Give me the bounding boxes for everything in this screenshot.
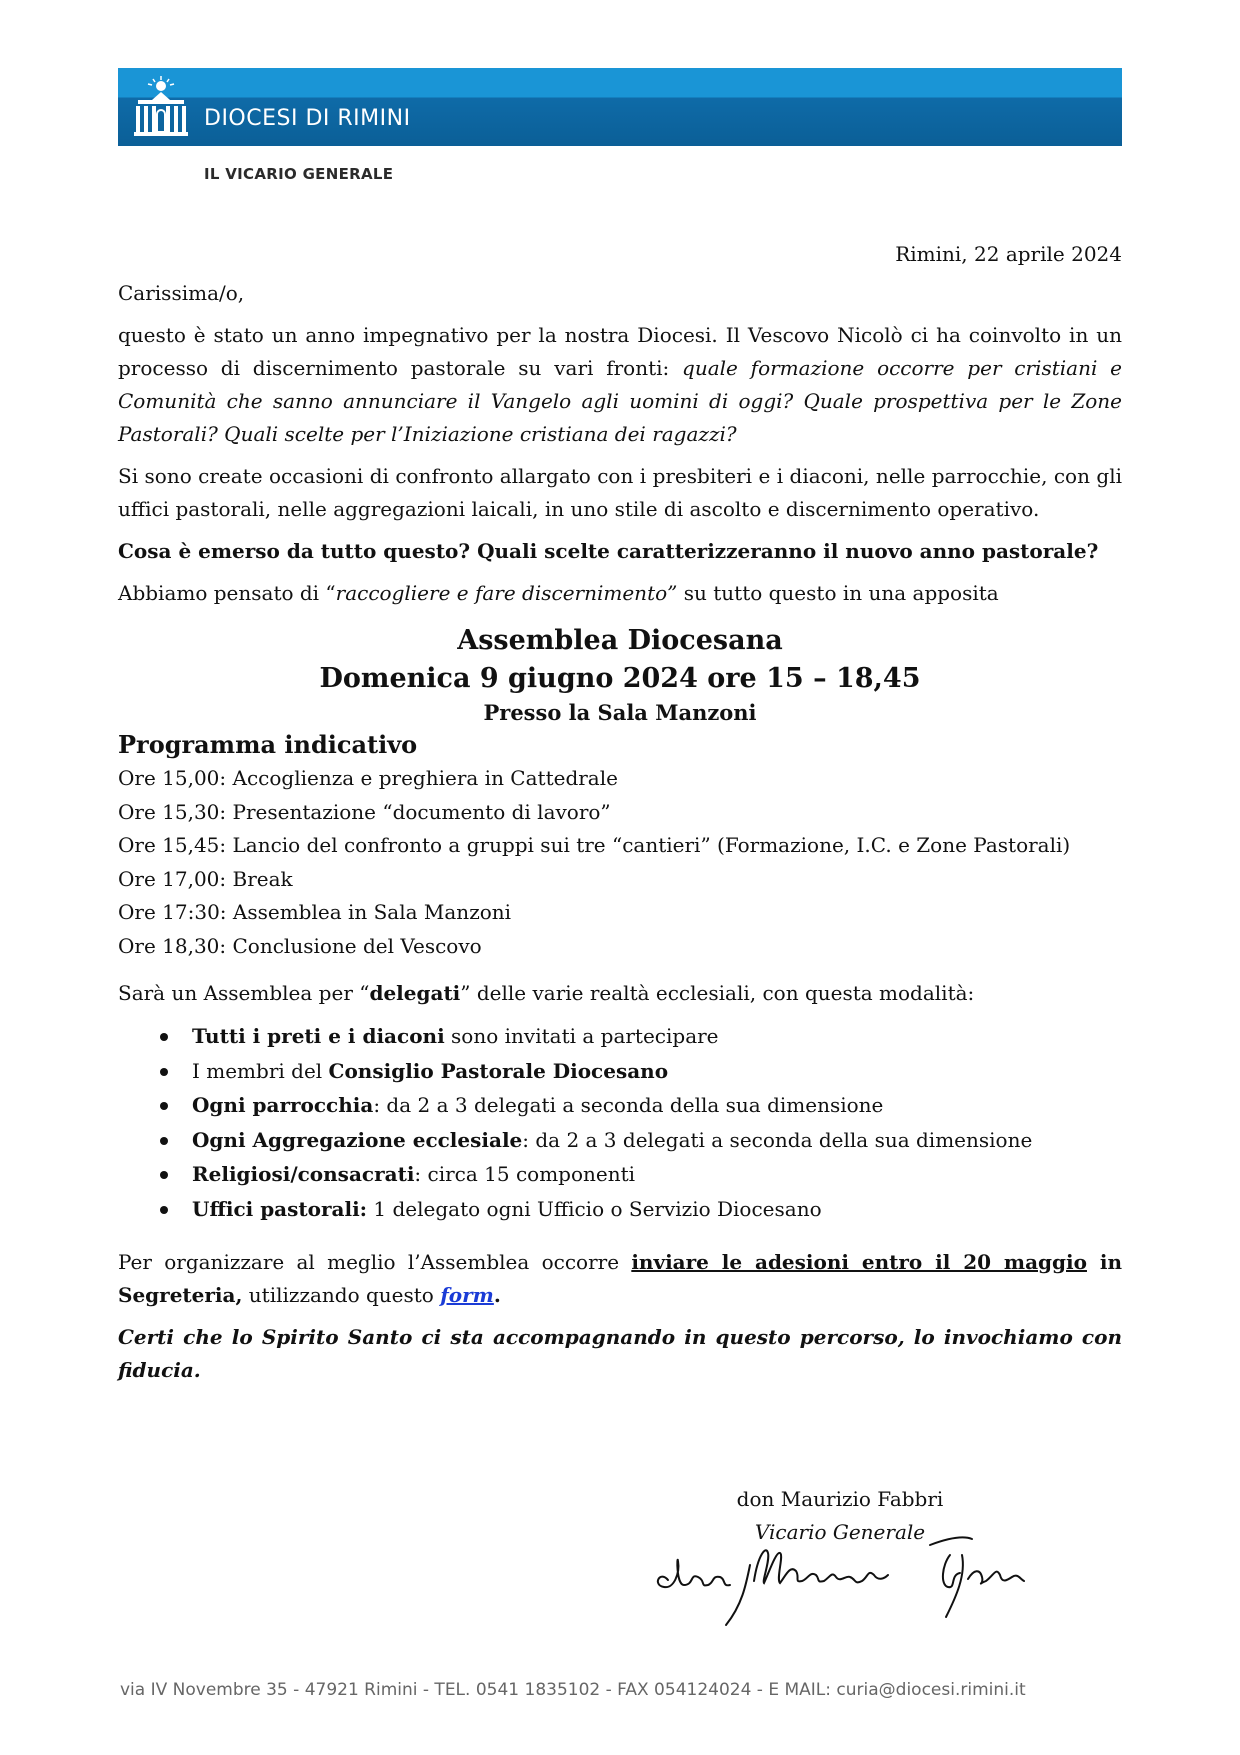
delegate-item-bold: Ogni Aggregazione ecclesiale (192, 1127, 523, 1152)
delegate-item-bold: Religiosi/consacrati (192, 1162, 415, 1186)
form-link[interactable]: form (440, 1283, 494, 1307)
delegate-item-after: : da 2 a 3 delegati a seconda della sua dimensione (522, 1127, 1033, 1152)
announce-text-a: Abbiamo pensato di “ (118, 581, 336, 605)
registration-text-c: utilizzando questo (242, 1283, 441, 1307)
announce-text-c: su tutto questo in una apposita (677, 581, 999, 605)
delegate-item (118, 1054, 1122, 1089)
delegates-intro (118, 977, 1122, 1010)
cathedral-logo-icon (132, 76, 190, 140)
paragraph-intro (118, 319, 1122, 451)
program-item: Ore 15,30: Presentazione “documento di lavoro” (118, 799, 611, 824)
letter-body (118, 238, 1122, 1396)
paragraph-consultation: Si sono create occasioni di confronto allargato con i presbiteri e i diaconi, nelle parrocchie, con gli uffici pastorali, nelle aggregazioni laicali, in uno stile di ascolto e discernimento operativo. (118, 464, 1122, 521)
delegates-intro-bold: delegati (369, 981, 461, 1005)
letter-date: Rimini, 22 aprile 2024 (895, 242, 1122, 266)
delegate-item-after: 1 delegato ogni Ufficio o Servizio Diocesano (367, 1196, 822, 1221)
assembly-place: Presso la Sala Manzoni (483, 700, 757, 725)
program-item: Ore 17,00: Break (118, 866, 293, 891)
delegate-item (118, 1157, 1122, 1192)
delegate-item-bold: Tutti i preti e i diaconi (192, 1024, 445, 1048)
letterhead-band (118, 68, 1122, 146)
delegate-item (118, 1192, 1122, 1227)
registration-text-a: Per organizzare al meglio l’Assemblea occorre (118, 1250, 632, 1274)
delegate-item-after: : da 2 a 3 delegati a seconda della sua dimensione (373, 1093, 884, 1117)
delegate-item (118, 1019, 1122, 1054)
registration-paragraph (118, 1246, 1122, 1312)
delegate-item-bold: Uffici pastorali: (192, 1196, 368, 1221)
signer-name: don Maurizio Fabbri (736, 1487, 944, 1511)
program-title: Programma indicativo (118, 730, 418, 759)
paragraph-intro-questions: quale formazione occorre per cristiani e Comunità che sanno annunciare il Vangelo agli uomini di oggi? Quale prospettiva per le Zone Pastorali? Quali scelte per l’Iniziazione cristiana dei ragazzi? (118, 356, 1122, 446)
handwritten-signature (650, 1525, 1040, 1635)
registration-office: in Segreteria, (118, 1250, 1122, 1307)
delegates-list (118, 1019, 1122, 1226)
delegate-item (118, 1088, 1122, 1123)
delegate-item-after: sono invitati a partecipare (444, 1024, 719, 1048)
program-item: Ore 15,00: Accoglienza e preghiera in Cattedrale (118, 766, 618, 790)
delegate-item-bold: Consiglio Pastorale Diocesano (328, 1058, 669, 1083)
footer-contacts: via IV Novembre 35 - 47921 Rimini - TEL. 0541 1835102 - FAX 054124024 - E MAIL: curia@diocesi.rimini.it (120, 1680, 1026, 1700)
program-list (118, 762, 1122, 963)
program-item: Ore 17:30: Assemblea in Sala Manzoni (118, 900, 512, 924)
office-title: IL VICARIO GENERALE (204, 165, 394, 183)
program-item: Ore 18,30: Conclusione del Vescovo (118, 933, 482, 958)
greeting: Carissima/o, (118, 281, 245, 305)
registration-end: . (493, 1283, 501, 1307)
paragraph-intro-text: questo è stato un anno impegnativo per la nostra Diocesi. Il Vescovo Nicolò ci ha coinvolto in un processo di discernimento pastorale su vari fronti: (118, 323, 1122, 380)
announce-text-italic: raccogliere e fare discernimento” (335, 581, 678, 605)
diocese-name: DIOCESI DI RIMINI (204, 106, 411, 131)
signer-role: Vicario Generale (754, 1520, 926, 1544)
delegates-intro-b: ” delle varie realtà ecclesiali, con questa modalità: (460, 981, 975, 1005)
paragraph-announce (118, 577, 1122, 610)
closing-paragraph: Certi che lo Spirito Santo ci sta accompagnando in questo percorso, lo invochiamo con fiducia. (118, 1325, 1122, 1382)
delegate-item (118, 1123, 1122, 1158)
delegate-item-bold: Ogni parrocchia (192, 1093, 374, 1117)
assembly-date: Domenica 9 giugno 2024 ore 15 – 18,45 (319, 663, 921, 694)
program-item: Ore 15,45: Lancio del confronto a gruppi sui tre “cantieri” (Formazione, I.C. e Zone Pastorali) (118, 833, 1071, 857)
delegate-item-before: I membri del (192, 1058, 329, 1083)
assembly-title: Assemblea Diocesana (457, 625, 783, 656)
registration-deadline: inviare le adesioni entro il 20 maggio (631, 1250, 1087, 1274)
delegate-item-after: : circa 15 componenti (414, 1162, 636, 1186)
paragraph-questions: Cosa è emerso da tutto questo? Quali scelte caratterizzeranno il nuovo anno pastorale? (118, 539, 1099, 563)
delegates-intro-a: Sarà un Assemblea per “ (118, 981, 370, 1005)
